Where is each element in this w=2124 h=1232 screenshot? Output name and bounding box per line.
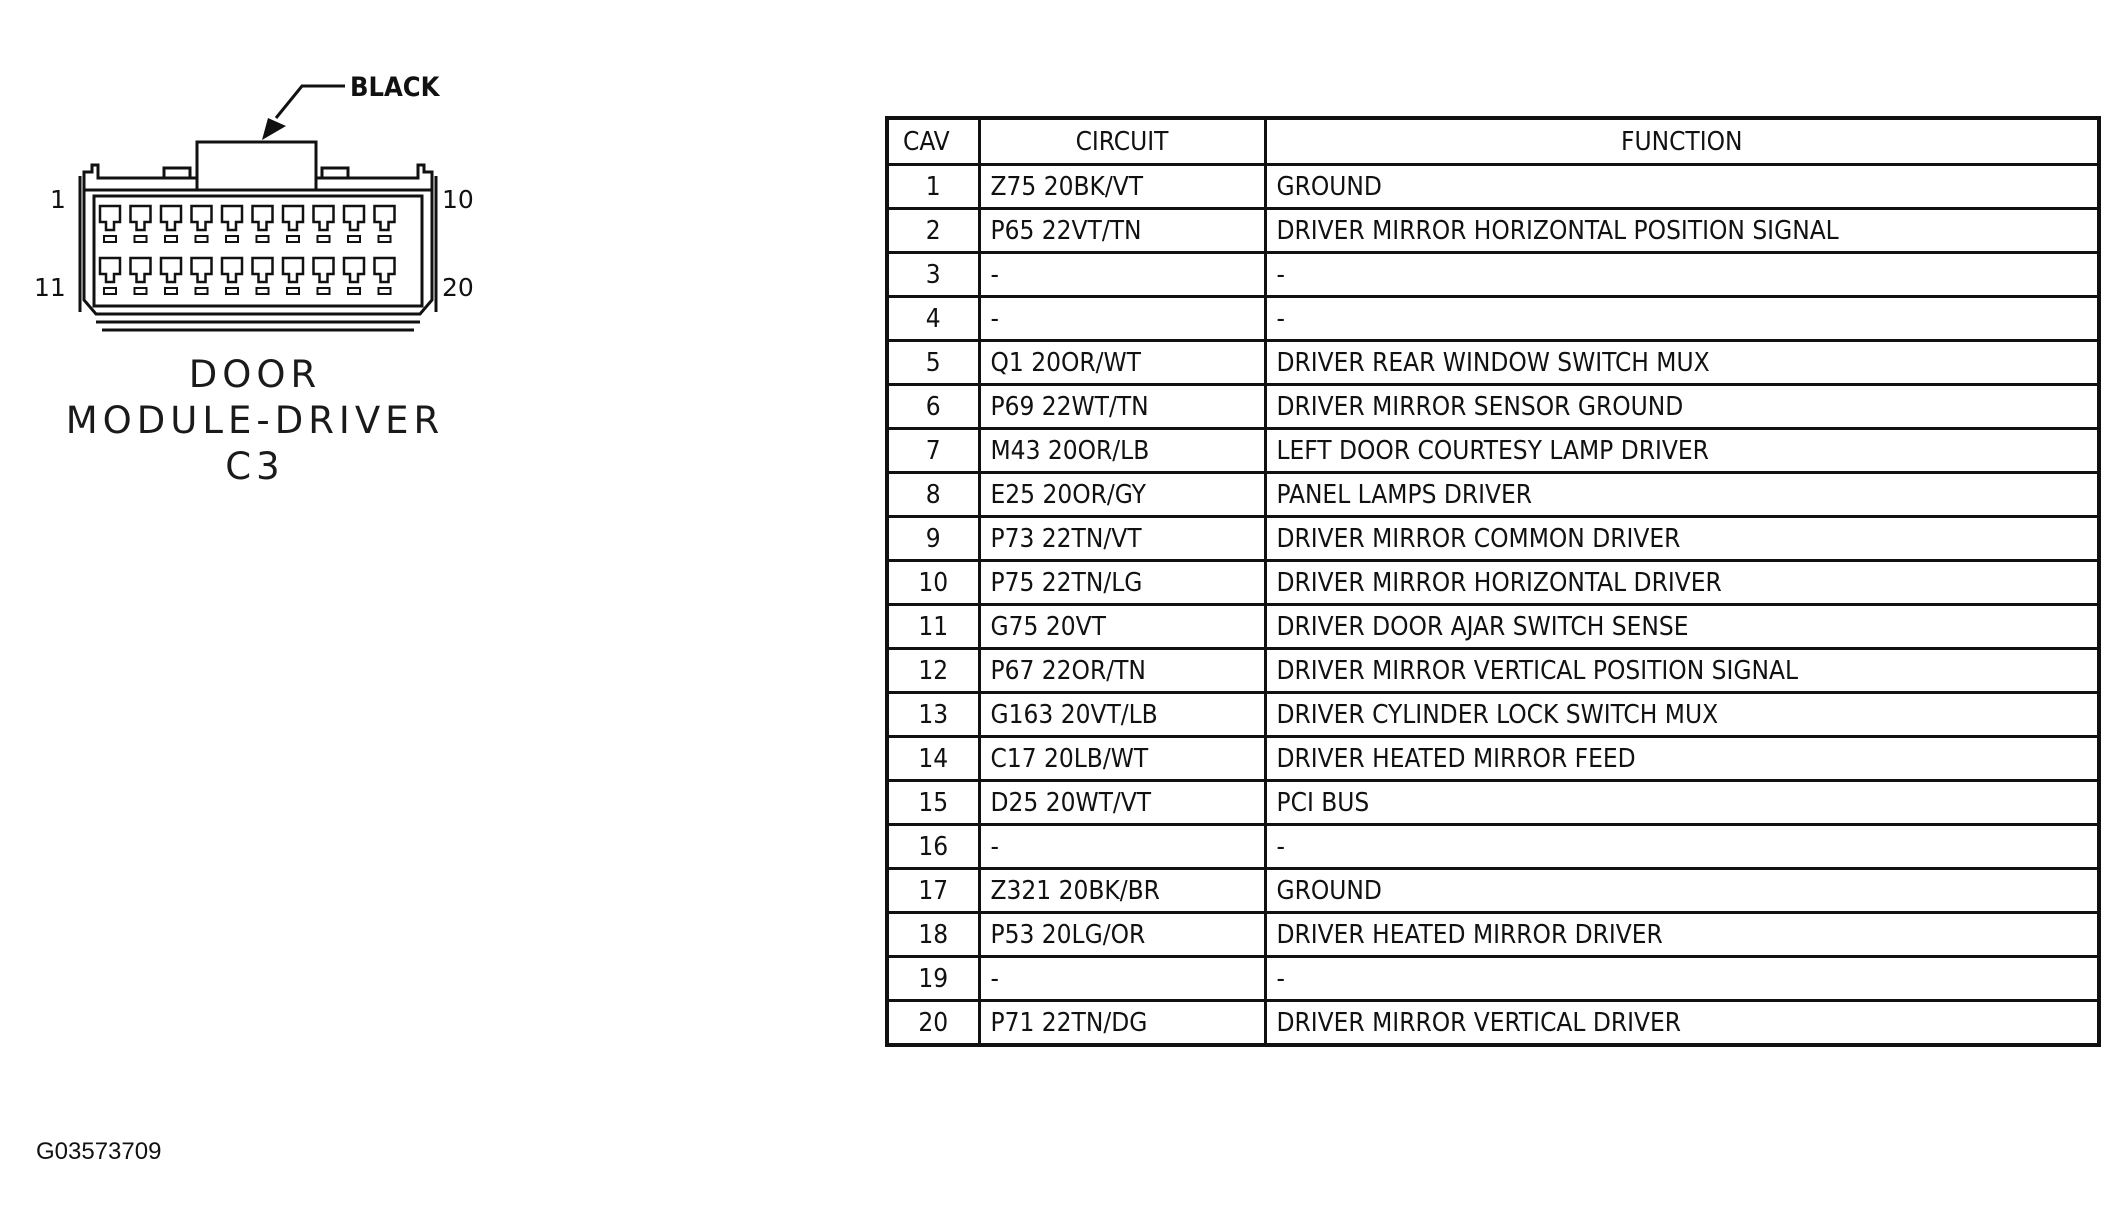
table-row xyxy=(887,429,2099,473)
circuit-cell: E25 20OR/GY xyxy=(979,473,1265,517)
terminal-cavity xyxy=(192,258,212,282)
terminal-slot xyxy=(104,236,116,242)
function-cell: PANEL LAMPS DRIVER xyxy=(1265,473,2099,517)
function-cell: LEFT DOOR COURTESY LAMP DRIVER xyxy=(1265,429,2099,473)
cav-cell: 18 xyxy=(887,913,979,957)
terminal-cavity xyxy=(161,206,181,230)
circuit-cell: - xyxy=(979,957,1265,1001)
terminal-slot xyxy=(287,288,299,294)
table-row xyxy=(887,253,2099,297)
terminal-slot xyxy=(348,236,360,242)
cav-cell: 1 xyxy=(887,165,979,209)
function-cell: DRIVER CYLINDER LOCK SWITCH MUX xyxy=(1265,693,2099,737)
cavity-frame xyxy=(94,196,422,306)
terminal-slot xyxy=(257,236,269,242)
circuit-cell: Z321 20BK/BR xyxy=(979,869,1265,913)
terminal-slot xyxy=(348,288,360,294)
pin-label-1: 1 xyxy=(50,185,66,214)
terminal-cavity xyxy=(131,258,151,282)
table-row xyxy=(887,385,2099,429)
terminal-cavity xyxy=(314,258,334,282)
terminal-slot xyxy=(379,288,391,294)
circuit-cell: Q1 20OR/WT xyxy=(979,341,1265,385)
function-cell: - xyxy=(1265,825,2099,869)
function-cell: DRIVER MIRROR VERTICAL DRIVER xyxy=(1265,1001,2099,1046)
function-cell: GROUND xyxy=(1265,165,2099,209)
circuit-cell: - xyxy=(979,297,1265,341)
cav-cell: 19 xyxy=(887,957,979,1001)
terminal-cavity xyxy=(283,258,303,282)
terminal-cavity xyxy=(283,206,303,230)
circuit-cell: M43 20OR/LB xyxy=(979,429,1265,473)
connector-latch-tab xyxy=(197,142,316,190)
terminal-slot xyxy=(318,236,330,242)
header-circuit: CIRCUIT xyxy=(979,118,1265,165)
table-row xyxy=(887,517,2099,561)
terminal-cavity xyxy=(222,258,242,282)
function-cell: DRIVER MIRROR VERTICAL POSITION SIGNAL xyxy=(1265,649,2099,693)
table-row xyxy=(887,913,2099,957)
circuit-cell: P69 22WT/TN xyxy=(979,385,1265,429)
circuit-cell: P65 22VT/TN xyxy=(979,209,1265,253)
circuit-cell: G75 20VT xyxy=(979,605,1265,649)
connector-title-line1: DOOR xyxy=(188,353,322,396)
circuit-cell: - xyxy=(979,825,1265,869)
cav-cell: 10 xyxy=(887,561,979,605)
terminal-cavity xyxy=(253,258,273,282)
table-row xyxy=(887,297,2099,341)
function-cell: DRIVER HEATED MIRROR FEED xyxy=(1265,737,2099,781)
function-cell: DRIVER MIRROR HORIZONTAL DRIVER xyxy=(1265,561,2099,605)
circuit-cell: P67 22OR/TN xyxy=(979,649,1265,693)
circuit-cell: Z75 20BK/VT xyxy=(979,165,1265,209)
cav-cell: 9 xyxy=(887,517,979,561)
color-label-arrow-icon xyxy=(262,118,286,140)
terminal-slot xyxy=(165,236,177,242)
cav-cell: 6 xyxy=(887,385,979,429)
function-cell: DRIVER MIRROR COMMON DRIVER xyxy=(1265,517,2099,561)
terminal-cavity xyxy=(100,258,120,282)
terminal-slot xyxy=(318,288,330,294)
terminal-cavity xyxy=(161,258,181,282)
circuit-cell: D25 20WT/VT xyxy=(979,781,1265,825)
terminal-cavity xyxy=(192,206,212,230)
cav-cell: 20 xyxy=(887,1001,979,1046)
terminal-cavity xyxy=(253,206,273,230)
locating-nub-right xyxy=(322,168,348,178)
header-cav: CAV xyxy=(887,118,979,165)
pinout-table xyxy=(885,116,2101,1047)
figure-id: G03573709 xyxy=(36,1138,162,1165)
function-cell: DRIVER HEATED MIRROR DRIVER xyxy=(1265,913,2099,957)
function-cell: DRIVER MIRROR HORIZONTAL POSITION SIGNAL xyxy=(1265,209,2099,253)
table-row xyxy=(887,693,2099,737)
circuit-cell: P73 22TN/VT xyxy=(979,517,1265,561)
function-cell: - xyxy=(1265,957,2099,1001)
cav-cell: 14 xyxy=(887,737,979,781)
terminal-cavity xyxy=(314,206,334,230)
circuit-cell: G163 20VT/LB xyxy=(979,693,1265,737)
connector-title-line2: MODULE-DRIVER xyxy=(65,399,445,442)
cav-cell: 11 xyxy=(887,605,979,649)
circuit-cell: P53 20LG/OR xyxy=(979,913,1265,957)
cavity-grid xyxy=(100,206,395,294)
connector-title-line3: C3 xyxy=(225,445,285,488)
terminal-slot xyxy=(135,236,147,242)
function-cell: - xyxy=(1265,253,2099,297)
terminal-cavity xyxy=(131,206,151,230)
table-row xyxy=(887,561,2099,605)
terminal-slot xyxy=(135,288,147,294)
cav-cell: 7 xyxy=(887,429,979,473)
table-row xyxy=(887,649,2099,693)
pin-label-20: 20 xyxy=(442,273,474,302)
terminal-cavity xyxy=(222,206,242,230)
cav-cell: 5 xyxy=(887,341,979,385)
table-row xyxy=(887,737,2099,781)
table-row xyxy=(887,781,2099,825)
connector-housing xyxy=(84,190,432,314)
table-row xyxy=(887,209,2099,253)
terminal-cavity xyxy=(375,258,395,282)
function-cell: GROUND xyxy=(1265,869,2099,913)
table-row xyxy=(887,165,2099,209)
circuit-cell: - xyxy=(979,253,1265,297)
function-cell: - xyxy=(1265,297,2099,341)
circuit-cell: C17 20LB/WT xyxy=(979,737,1265,781)
color-label-leader xyxy=(276,86,345,118)
cav-cell: 13 xyxy=(887,693,979,737)
table-row xyxy=(887,605,2099,649)
pin-label-10: 10 xyxy=(442,185,474,214)
cav-cell: 16 xyxy=(887,825,979,869)
terminal-slot xyxy=(379,236,391,242)
locating-nub-left xyxy=(164,168,190,178)
table-row xyxy=(887,957,2099,1001)
terminal-slot xyxy=(165,288,177,294)
terminal-slot xyxy=(226,288,238,294)
cav-cell: 8 xyxy=(887,473,979,517)
connector-color-label: BLACK xyxy=(350,72,440,103)
terminal-slot xyxy=(257,288,269,294)
function-cell: DRIVER DOOR AJAR SWITCH SENSE xyxy=(1265,605,2099,649)
function-cell: PCI BUS xyxy=(1265,781,2099,825)
terminal-cavity xyxy=(344,258,364,282)
header-function: FUNCTION xyxy=(1265,118,2099,165)
terminal-cavity xyxy=(100,206,120,230)
cav-cell: 12 xyxy=(887,649,979,693)
table-row xyxy=(887,825,2099,869)
table-row xyxy=(887,341,2099,385)
terminal-slot xyxy=(287,236,299,242)
cav-cell: 17 xyxy=(887,869,979,913)
function-cell: DRIVER REAR WINDOW SWITCH MUX xyxy=(1265,341,2099,385)
function-cell: DRIVER MIRROR SENSOR GROUND xyxy=(1265,385,2099,429)
terminal-slot xyxy=(196,288,208,294)
terminal-slot xyxy=(196,236,208,242)
circuit-cell: P71 22TN/DG xyxy=(979,1001,1265,1046)
table-header-row xyxy=(887,118,2099,165)
pin-label-11: 11 xyxy=(34,273,66,302)
cav-cell: 4 xyxy=(887,297,979,341)
connector-face-diagram xyxy=(0,0,500,350)
table-row xyxy=(887,1001,2099,1046)
terminal-cavity xyxy=(344,206,364,230)
terminal-slot xyxy=(226,236,238,242)
circuit-cell: P75 22TN/LG xyxy=(979,561,1265,605)
cav-cell: 2 xyxy=(887,209,979,253)
table-row xyxy=(887,869,2099,913)
terminal-cavity xyxy=(375,206,395,230)
cav-cell: 3 xyxy=(887,253,979,297)
table-row xyxy=(887,473,2099,517)
cav-cell: 15 xyxy=(887,781,979,825)
terminal-slot xyxy=(104,288,116,294)
